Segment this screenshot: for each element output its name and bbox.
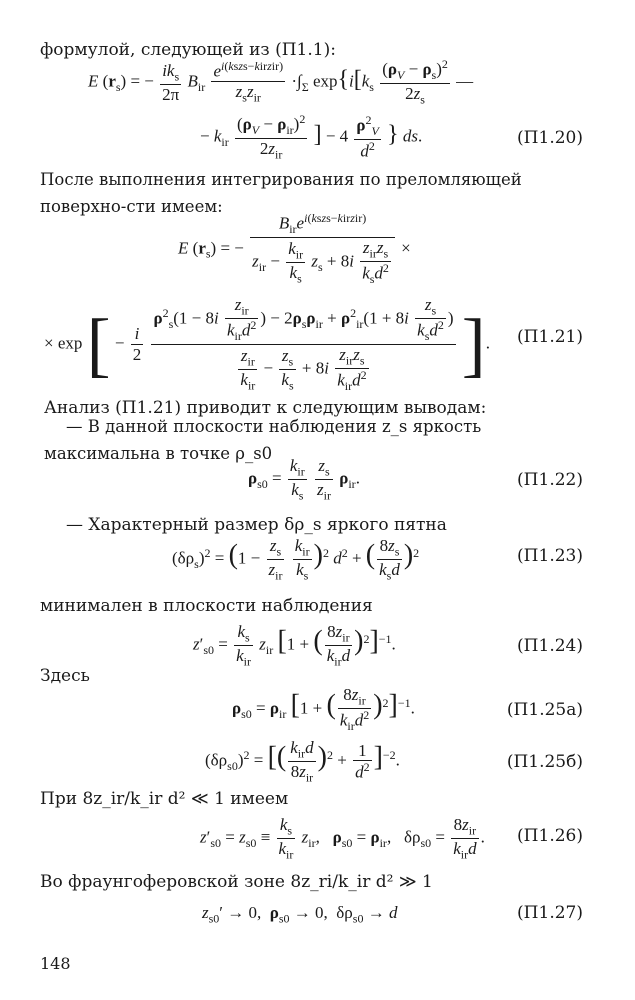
equation-p1-26: $z'_{s0} = z_{s0}$ ≡ $\frac{k_s}{k_{ir}}$ $z_{ir}$, $\rho_{s0} = \rho_{ir}$, $\delta\rho_{s0}$ = $\frac{8z_{ir}}{k_{ir}d}$ .	[200, 815, 485, 862]
paragraph-after-p1-20: После выполнения интегрирования по преломляющей поверхно-сти имеем:	[40, 170, 522, 216]
minimal-line: минимален в плоскости наблюдения	[40, 596, 373, 616]
equation-label: (П1.24)	[517, 636, 583, 656]
equation-p1-27: $z_{s0}' \to 0$, $\rho_{s0} \to 0$, $\delta\rho_{s0} \to d$	[202, 903, 398, 926]
intro-line: формулой, следующей из (П1.1):	[40, 40, 336, 60]
equation-label: (П1.23)	[517, 546, 583, 566]
equation-p1-21-line2: × exp [ − $\frac{i}{2}$ $\rho^2_s(1 - 8i$ $\frac{z_{ir}}{k_{ir}d^2}$ ) − $2\rho_s\rho_{ir} + \rho^2_{ir}(1 + 8i$ $\frac{z_s}{k_sd^2}$ ) $\frac{z_{ir}}{k_{ir}}$ − $\frac{z_s}{k_s}$ + 8i $\frac{z_{ir}z_s}{k_{ir}d^2}$ ].	[44, 295, 491, 394]
page-number: 148	[40, 954, 71, 973]
equation-p1-23: $(\delta\rho_s)^2 = (1$ − $\frac{z_s}{z_{ir}}$ $\frac{k_{ir}}{k_s}$ )$^2$ $d^2$ + ( $\frac{8z_s}{k_sd}$ )$^2$	[172, 536, 420, 583]
bullet-1: — В данной плоскости наблюдения z_s яркость максимальна в точке ρ_s0	[44, 417, 482, 463]
equation-p1-20-line1: E $(r_s)$ = − $\frac{ik_s}{2\pi}$ $B_{ir}$ $\frac{e^{i(kszs-kirzir)}}{z_sz_{ir}}$ $\cdot\int_\Sigma$ $\exp\{i[k_s$ $\frac{(\rho_V - \rho_s)^2}{2z_s}$ —	[88, 57, 474, 107]
equation-label: (П1.21)	[517, 327, 583, 347]
equation-label: (П1.25б)	[506, 752, 583, 772]
equation-p1-20-line2: − $k_{ir}$ $\frac{(\rho_V - \rho_{ir})^2}{2z_{ir}}$ ] − 4 $\frac{\rho^2_V}{d^2}$ } ds.	[200, 112, 423, 162]
equation-label: (П1.20)	[517, 128, 583, 148]
when-line: При 8z_ir/k_ir d² ≪ 1 имеем	[40, 789, 289, 809]
equation-p1-24: $z'_{s0}$ = $\frac{k_s}{k_{ir}}$ $z_{ir}$ [1 + ( $\frac{8z_{ir}}{k_{ir}d}$ )$^2$]$^{-1}$.	[193, 622, 396, 669]
equation-p1-25a: $\rho_{s0} = \rho_{ir}$ [1 + ( $\frac{8z_{ir}}{k_{ir}d^2}$ )$^2$]$^{-1}$.	[232, 685, 415, 734]
equation-p1-21-line1: E $(r_s)$ = − $B_{ir}e^{i(kszs-kirzir)}$ $z_{ir}$ − $\frac{k_{ir}}{k_s}$ $z_s + 8i$ $\frac{z_{ir}z_s}{k_sd^2}$ ×	[178, 211, 411, 287]
equation-p1-25b: $(\delta\rho_{s0})^2$ = [( $\frac{k_{ir}d}{8z_{ir}}$ )$^2$ + $\frac{1}{d^2}$ ]$^{-2}$.	[205, 738, 400, 785]
equation-label: (П1.27)	[517, 903, 583, 923]
analysis-line: Анализ (П1.21) приводит к следующим выводам:	[44, 398, 487, 418]
equation-label: (П1.22)	[517, 470, 583, 490]
equation-label: (П1.25а)	[506, 700, 583, 720]
bullet-2: — Характерный размер δρ_s яркого пятна	[66, 515, 447, 535]
fraunhofer-line: Во фраунгоферовской зоне 8z_ri/k_ir d² ≫ 1	[40, 872, 433, 892]
equation-p1-22: $\rho_{s0}$ = $\frac{k_{ir}}{k_s}$ $\frac{z_s}{z_{ir}}$ $\rho_{ir}$.	[248, 456, 360, 503]
equation-label: (П1.26)	[517, 826, 583, 846]
here-line: Здесь	[40, 666, 90, 686]
